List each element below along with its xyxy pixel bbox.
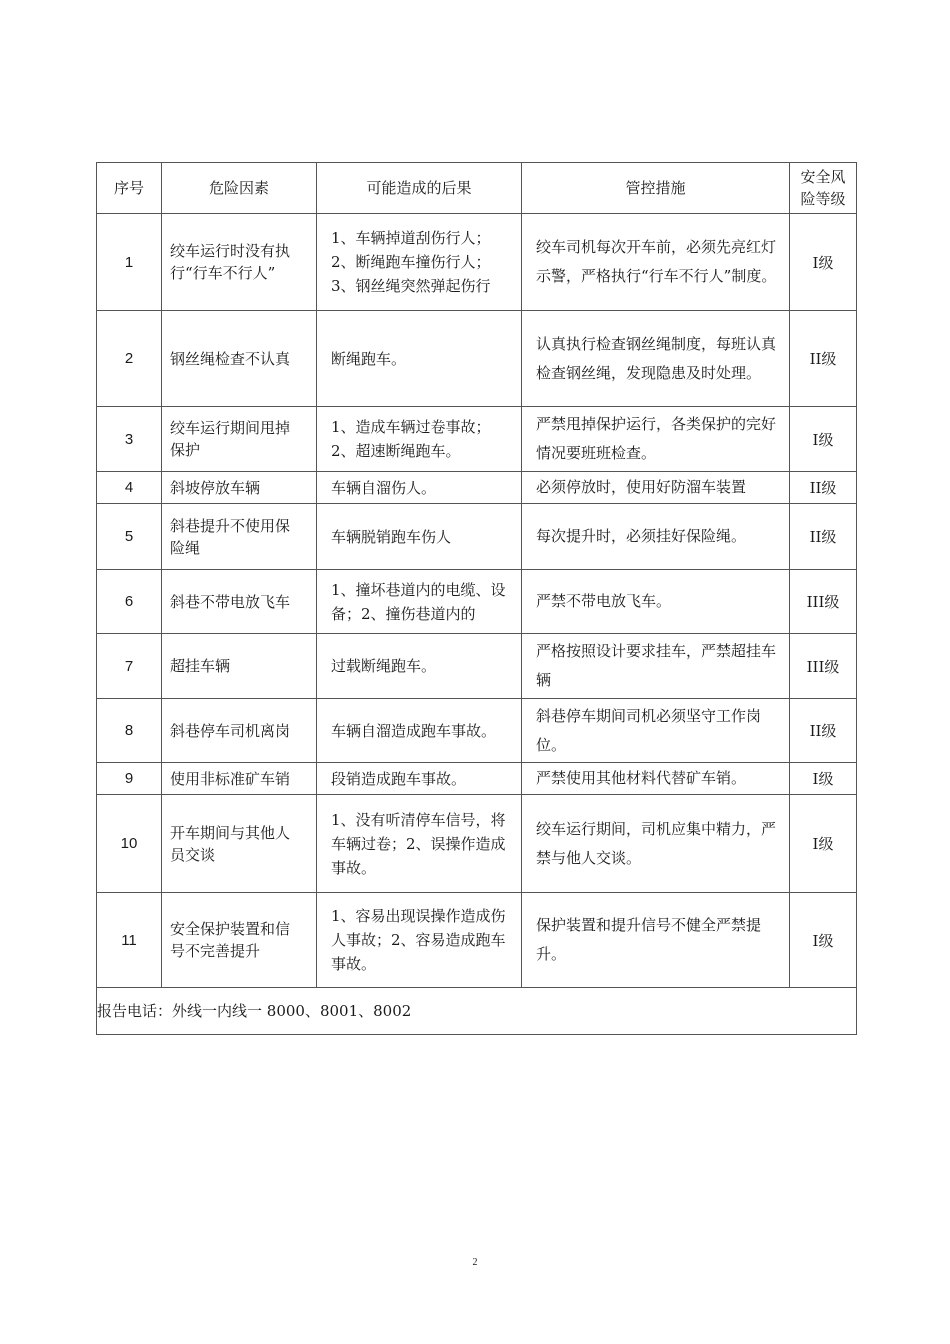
row-number: 3 [124,430,134,448]
table-row [97,634,857,699]
table-row [97,311,857,407]
row-measures: 保护装置和提升信号不健全严禁提升。 [536,916,762,963]
table-row [97,407,857,472]
row-risk-level: I级 [812,770,834,788]
table-row [97,763,857,795]
row-consequence: 1、车辆掉道刮伤行人； 2、断绳跑车撞伤行人； 3、钢丝绳突然弹起伤行 [331,229,491,295]
row-number: 10 [120,835,138,852]
row-measures: 绞车司机每次开车前，必须先亮红灯示警，严格执行“行车不行人”制度。 [536,238,777,285]
row-risk-level: I级 [812,253,834,272]
header-hazard: 危险因素 [162,163,317,214]
row-hazard: 开车期间与其他人 员交谈 [170,823,291,864]
row-risk-level: III级 [806,593,840,611]
row-hazard: 安全保护装置和信 号不完善提升 [170,920,291,960]
row-consequence: 车辆自溜造成跑车事故。 [331,721,497,740]
row-measures: 认真执行检查钢丝绳制度，每班认真检查钢丝绳，发现隐患及时处理。 [536,334,777,382]
row-hazard: 斜坡停放车辆 [170,478,261,497]
table-row [97,893,857,988]
header-level: 安全风 险等级 [790,163,857,214]
row-risk-level: I级 [812,835,834,853]
row-measures: 绞车运行期间，司机应集中精力，严禁与他人交谈。 [536,819,777,867]
risk-control-table [96,162,857,1035]
table-footer-row [97,988,857,1035]
row-number: 11 [121,931,137,949]
row-measures: 每次提升时，必须挂好保险绳。 [536,527,747,545]
row-risk-level: II级 [809,350,837,368]
row-number: 6 [124,593,134,610]
row-risk-level: I级 [812,931,834,950]
table-row [97,795,857,893]
row-consequence: 1、容易出现误操作造成伤人事故；2、容易造成跑车事故。 [331,907,506,973]
table-row [97,570,857,634]
row-consequence: 1、撞坏巷道内的电缆、设备；2、撞伤巷道内的 [331,580,506,623]
row-measures: 严禁甩掉保护运行，各类保护的完好情况要班班检查。 [536,415,777,462]
row-measures: 必须停放时，使用好防溜车装置 [536,478,747,496]
row-hazard: 斜巷不带电放飞车 [170,592,291,611]
row-hazard: 斜巷提升不使用保 险绳 [170,516,291,557]
row-measures: 严格按照设计要求挂车，严禁超挂车辆 [536,642,777,689]
table-row [97,504,857,570]
row-number: 9 [124,770,134,787]
row-consequence: 过载断绳跑车。 [331,657,437,675]
row-consequence: 1、造成车辆过卷事故； 2、超速断绳跑车。 [331,418,491,460]
table-row [97,699,857,763]
header-measures: 管控措施 [522,163,790,214]
header-no: 序号 [97,163,162,214]
page-number: 2 [472,1257,478,1268]
row-consequence: 车辆自溜伤人。 [331,478,437,497]
row-number: 8 [124,722,134,739]
row-risk-level: II级 [809,722,837,740]
row-hazard: 绞车运行时没有执 行“行车不行人” [170,242,291,282]
row-measures: 斜巷停车期间司机必须坚守工作岗位。 [536,706,762,754]
row-measures: 严禁不带电放飞车。 [536,592,672,610]
row-consequence: 断绳跑车。 [331,349,407,368]
row-number: 5 [124,528,134,545]
row-measures: 严禁使用其他材料代替矿车销。 [536,769,747,787]
table-row [97,214,857,311]
row-number: 4 [124,479,134,496]
table-row [97,472,857,504]
row-number: 2 [124,350,134,367]
table-header-row [97,163,857,214]
row-hazard: 使用非标准矿车销 [170,769,291,788]
row-risk-level: II级 [809,479,837,497]
row-hazard: 钢丝绳检查不认真 [170,349,291,368]
row-risk-level: I级 [812,430,834,449]
row-hazard: 超挂车辆 [170,657,231,675]
row-risk-level: III级 [806,657,840,676]
row-consequence: 段销造成跑车事故。 [331,769,467,788]
row-consequence: 1、没有听清停车信号，将车辆过卷；2、误操作造成事故。 [331,810,506,877]
row-hazard: 斜巷停车司机离岗 [170,721,291,740]
report-phone: 报告电话：外线一内线一 8000、8001、8002 [97,988,857,1035]
row-hazard: 绞车运行期间甩掉 保护 [170,419,291,459]
row-risk-level: II级 [809,528,837,546]
row-number: 7 [124,657,134,675]
header-consequence: 可能造成的后果 [317,163,522,214]
row-consequence: 车辆脱销跑车伤人 [331,527,452,546]
row-number: 1 [124,253,134,271]
